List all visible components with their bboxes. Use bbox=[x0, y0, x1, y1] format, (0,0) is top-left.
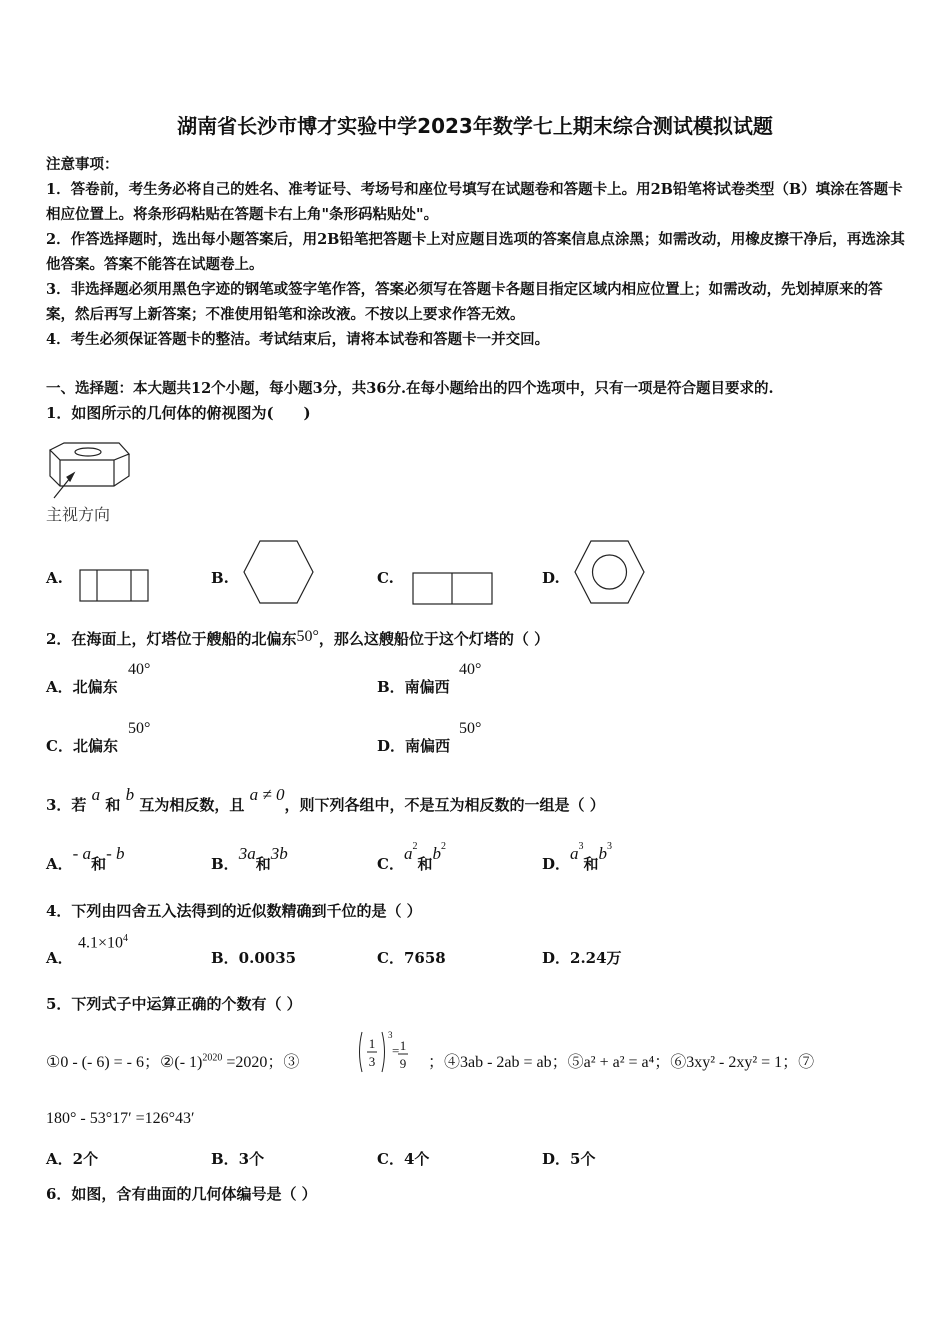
q5-expressions-line-2: ；④3ab - 2ab = ab；⑤a² + a² = a⁴；⑥3xy² - 2xy² = 1；⑦ bbox=[428, 1054, 815, 1071]
q3-option-b: B．3a和3b bbox=[211, 844, 288, 873]
q5-fraction-expression bbox=[356, 1028, 426, 1078]
q3-stem: 3．若 a 和 b 互为相反数，且 a ≠ 0，则下列各组中，不是互为相反数的一组是（ ） bbox=[46, 785, 605, 814]
q4-stem: 4．下列由四舍五入法得到的近似数精确到千位的是（ ） bbox=[46, 902, 422, 920]
q2-option-a: A．北偏东 bbox=[46, 678, 118, 696]
q4-option-a-value: $4.1\times 10^4$ bbox=[78, 933, 129, 952]
q2-option-a-value: 40° bbox=[128, 661, 151, 678]
svg-text:3: 3 bbox=[368, 1054, 376, 1069]
q5-option-d: D．5个 bbox=[542, 1150, 596, 1168]
note-item: 1．答卷前，考生务必将自己的姓名、准考证号、考场号和座位号填写在试题卷和答题卡上。用2B铅笔将试卷类型（B）填涂在答题卡相应位置上。将条形码粘贴在答题卡右上角"条形码粘贴处"。 bbox=[46, 181, 903, 223]
q5-expression-7: 180° - 53°17′ =126°43′ bbox=[46, 1110, 195, 1127]
view-direction-caption: 主视方向 bbox=[46, 505, 111, 524]
note-item: 4．考生必须保证答题卡的整洁。考试结束后，请将本试卷和答题卡一并交回。 bbox=[46, 331, 550, 348]
q2-stem: 2．在海面上，灯塔位于艘船的北偏东50°，那么这艘船位于这个灯塔的（ ） bbox=[46, 628, 550, 648]
q6-stem: 6．如图，含有曲面的几何体编号是（ ） bbox=[46, 1185, 317, 1203]
q1-option-a-label: A. bbox=[46, 569, 63, 587]
svg-text:1: 1 bbox=[399, 1038, 407, 1053]
q4-option-c: C．7658 bbox=[377, 949, 446, 967]
svg-text:3: 3 bbox=[388, 1030, 393, 1040]
q2-option-b-value: 40° bbox=[459, 661, 482, 678]
q1-option-a-figure bbox=[79, 569, 151, 603]
q1-option-c-figure bbox=[412, 572, 494, 606]
q5-stem: 5．下列式子中运算正确的个数有（ ） bbox=[46, 995, 302, 1013]
q2-option-c-value: 50° bbox=[128, 720, 151, 737]
q2-option-b: B．南偏西 bbox=[377, 678, 450, 696]
q3-option-c: C．$a^2$和$b^2$ bbox=[377, 841, 446, 873]
q3-option-d: D．$a^3$和$b^3$ bbox=[542, 841, 613, 873]
notes bbox=[46, 152, 906, 352]
q4-option-b: B．0.0035 bbox=[211, 949, 297, 967]
svg-text:9: 9 bbox=[399, 1056, 407, 1071]
q1-stem: 1．如图所示的几何体的俯视图为( ) bbox=[46, 404, 311, 422]
q3-condition: a ≠ 0 bbox=[249, 785, 285, 804]
q5-option-c: C．4个 bbox=[377, 1150, 430, 1168]
section-heading: 一、选择题：本大题共12个小题，每小题3分，共36分.在每小题给出的四个选项中，只有一项是符合题目要求的. bbox=[46, 380, 774, 397]
q2-angle: 50° bbox=[296, 628, 319, 645]
q3-option-a: A．- a和- b bbox=[46, 844, 125, 873]
q4-option-a-label: A． bbox=[46, 949, 73, 967]
q1-option-c-label: C. bbox=[377, 569, 394, 587]
note-item: 3．非选择题必须用黑色字迹的钢笔或签字笔作答，答案必须写在答题卡各题目指定区域内相应位置上；如需改动，先划掉原来的答案，然后再写上新答案；不准使用铅笔和涂改液。不按以上要求作答无效。 bbox=[46, 281, 883, 323]
svg-text:=: = bbox=[392, 1043, 400, 1058]
q1-option-b-label: B. bbox=[211, 569, 229, 587]
q5-expressions-line: ①0 - (- 6) = - 6；②(- 1)$^{2020}$ =2020；③ bbox=[46, 1052, 300, 1071]
q5-option-b: B．3个 bbox=[211, 1150, 265, 1168]
q2-option-c: C．北偏东 bbox=[46, 737, 118, 755]
q2-option-d-value: 50° bbox=[459, 720, 482, 737]
notes-heading: 注意事项： bbox=[46, 156, 119, 173]
q4-option-d: D．2.24万 bbox=[542, 949, 622, 967]
q1-option-d-hexagon-with-circle bbox=[573, 538, 647, 606]
q1-option-b-hexagon bbox=[242, 538, 316, 606]
page-title: 湖南省长沙市博才实验中学2023年数学七上期末综合测试模拟试题 bbox=[177, 114, 773, 138]
note-item: 2．作答选择题时，选出每小题答案后，用2B铅笔把答题卡上对应题目选项的答案信息点涂黑；如需改动，用橡皮擦干净后，再选涂其他答案。答案不能答在试题卷上。 bbox=[46, 231, 905, 273]
q5-option-a: A．2个 bbox=[46, 1150, 99, 1168]
q1-option-d-label: D. bbox=[542, 569, 560, 587]
svg-text:1: 1 bbox=[368, 1036, 376, 1051]
q2-option-d: D．南偏西 bbox=[377, 737, 451, 755]
